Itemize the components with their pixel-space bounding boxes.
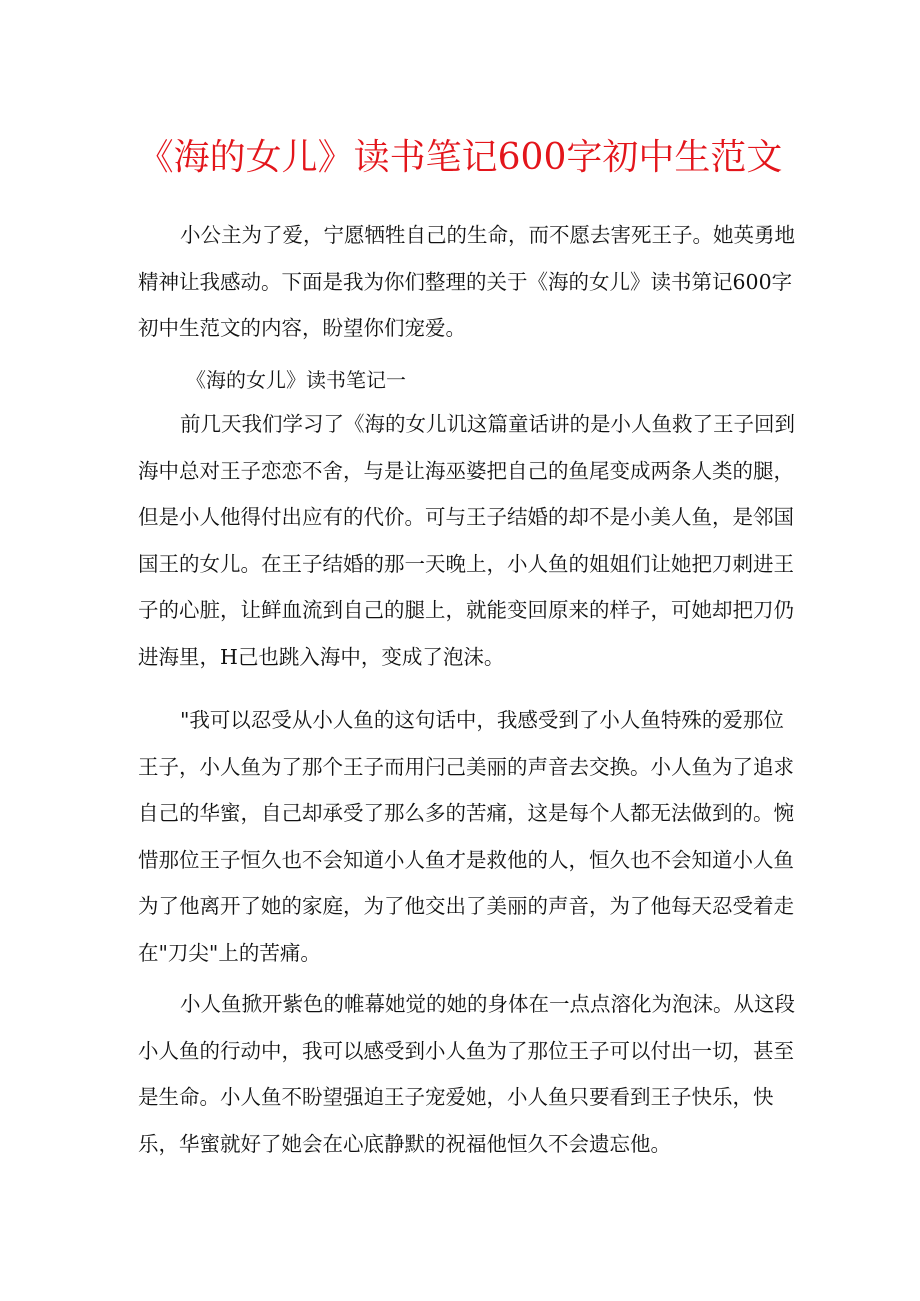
document-title: 《海的女儿》读书笔记600字初中生范文 xyxy=(137,137,783,178)
intro-paragraph: 小公主为了爱，宁愿牺牲自己的生命，而不愿去害死王子。她英勇地精神让我感动。下面是我为你们整理的关于《海的女儿》读书第记600字初中生范文的内容，盼望你们宠爱。 xyxy=(138,223,795,340)
section-heading: 《海的女儿》读书笔记一 xyxy=(186,368,406,392)
body-paragraph-1: 前几天我们学习了《海的女儿讥这篇童话讲的是小人鱼救了王子回到海中总对王子恋恋不舍，与是让海巫婆把自己的鱼尾变成两条人类的腿，但是小人他得付出应有的代价。可与王子结婚的却不是小美人鱼，是邻国国王的女儿。在王子结婚的那一天晚上，小人鱼的姐姐们让她把刀刺进王子的心脏，让鲜血流到自己的腿上，就能变回原来的样子，可她却把刀仍进海里，H己也跳入海中，变成了泡沫。 xyxy=(138,412,795,669)
body-paragraph-2: "我可以忍受从小人鱼的这句话中，我感受到了小人鱼特殊的爱那位王子，小人鱼为了那个王子而用闩己美丽的声音去交换。小人鱼为了追求自己的华蜜，自己却承受了那么多的苦痛，这是每个人都无法做到的。惋惜那位王子恒久也不会知道小人鱼才是救他的人，恒久也不会知道小人鱼为了他离开了她的家庭，为了他交出了美丽的声音，为了他每天忍受着走在"刀尖"上的苦痛。 xyxy=(138,708,794,965)
body-paragraph-3: 小人鱼掀开紫色的帷幕她觉的她的身体在一点点溶化为泡沫。从这段小人鱼的行动中，我可以感受到小人鱼为了那位王子可以付出一切，甚至是生命。小人鱼不盼望强迫王子宠爱她，小人鱼只要看到王子快乐，快乐，华蜜就好了她会在心底静默的祝福他恒久不会遗忘他。 xyxy=(138,992,795,1156)
